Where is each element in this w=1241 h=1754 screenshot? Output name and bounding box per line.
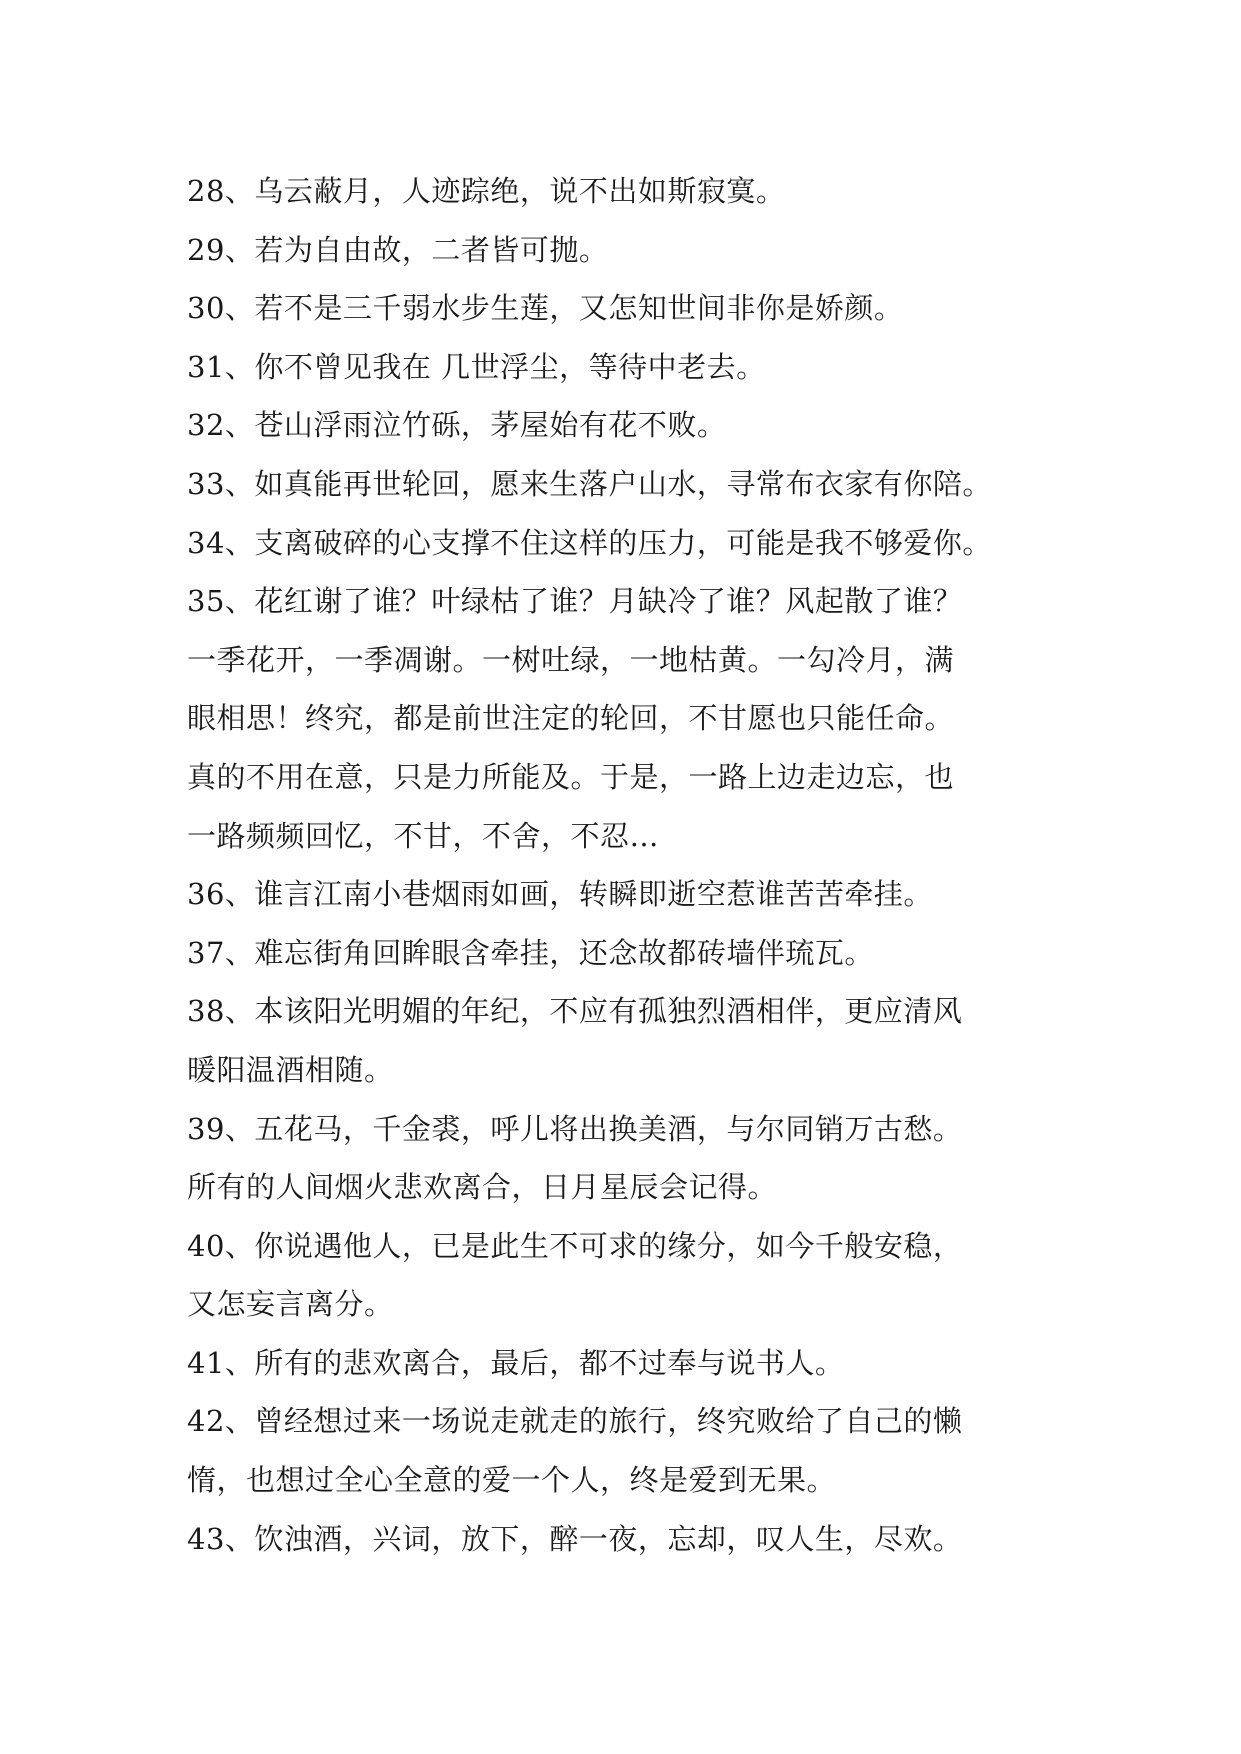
text-line: 41、所有的悲欢离合，最后，都不过奉与说书人。 [187, 1345, 845, 1380]
text-line: 一路频频回忆，不甘，不舍，不忍… [187, 818, 660, 853]
text-line: 又怎妄言离分。 [187, 1287, 394, 1322]
text-line: 39、五花马，千金裘，呼儿将出换美酒，与尔同销万古愁。 [187, 1111, 963, 1146]
text-line: 36、谁言江南小巷烟雨如画，转瞬即逝空惹谁苦苦牵挂。 [187, 877, 933, 912]
text-line: 35、花红谢了谁？叶绿枯了谁？月缺冷了谁？风起散了谁？ [187, 584, 963, 619]
text-line: 43、饮浊酒，兴词，放下，醉一夜，忘却，叹人生，尽欢。 [187, 1521, 963, 1556]
text-line: 眼相思！终究，都是前世注定的轮回，不甘愿也只能任命。 [187, 701, 955, 736]
text-line: 所有的人间烟火悲欢离合，日月星辰会记得。 [187, 1170, 778, 1205]
text-line: 29、若为自由故，二者皆可抛。 [187, 232, 609, 267]
text-line: 31、你不曾见我在 几世浮尘，等待中老去。 [187, 349, 766, 384]
text-line: 38、本该阳光明媚的年纪，不应有孤独烈酒相伴，更应清风 [187, 994, 963, 1029]
text-line: 42、曾经想过来一场说走就走的旅行，终究败给了自己的懒 [187, 1404, 963, 1439]
text-line: 28、乌云蔽月，人迹踪绝，说不出如斯寂寞。 [187, 174, 786, 208]
text-line: 40、你说遇他人，已是此生不可求的缘分，如今千般安稳， [187, 1228, 963, 1263]
document-body [187, 162, 1077, 1568]
text-line: 30、若不是三千弱水步生莲，又怎知世间非你是娇颜。 [187, 291, 904, 326]
text-line: 一季花开，一季凋谢。一树吐绿，一地枯黄。一勾冷月，满 [187, 642, 955, 677]
text-line: 惰，也想过全心全意的爱一个人，终是爱到无果。 [187, 1463, 837, 1498]
text-line: 暖阳温酒相随。 [187, 1052, 394, 1087]
text-line: 37、难忘街角回眸眼含牵挂，还念故都砖墙伴琉瓦。 [187, 935, 874, 970]
text-line: 真的不用在意，只是力所能及。于是，一路上边走边忘，也 [187, 759, 955, 794]
text-line: 33、如真能再世轮回，愿来生落户山水，寻常布衣家有你陪。 [187, 466, 992, 501]
text-line: 32、苍山浮雨泣竹砾，茅屋始有花不败。 [187, 408, 727, 443]
text-line: 34、支离破碎的心支撑不住这样的压力，可能是我不够爱你。 [187, 525, 992, 560]
